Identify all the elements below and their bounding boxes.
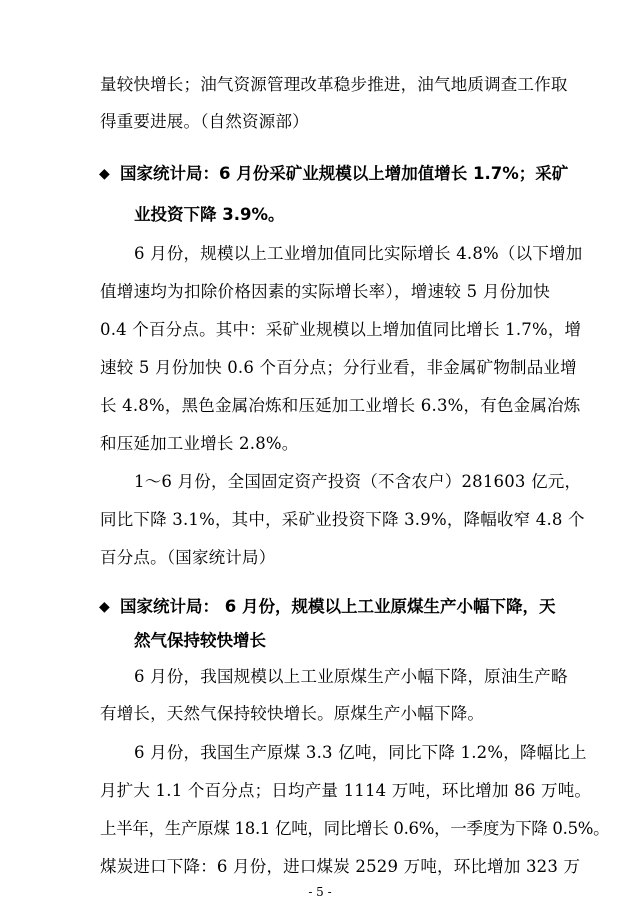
intro-line: 得重要进展。（自然资源部） [100, 112, 309, 131]
section2-para2-line: 煤炭进口下降：6 月份，进口煤炭 2529 万吨，环比增加 323 万 [100, 857, 581, 876]
section1-para1-line: 长 4.8%，黑色金属冶炼和压延加工业增长 6.3%，有色金属冶炼 [100, 396, 581, 415]
section1-title: 业投资下降 3.9%。 [134, 205, 285, 224]
section2-title: 国家统计局： 6 月份，规模以上工业原煤生产小幅下降，天 [120, 597, 556, 616]
section2-title: 然气保持较快增长 [134, 631, 266, 650]
section1-para1-line: 和压延加工业增长 2.8%。 [100, 434, 299, 453]
section2-para2-line: 月扩大 1.1 个百分点；日均产量 1114 万吨，环比增加 86 万吨。 [100, 781, 592, 800]
section2-para2-line: 上半年，生产原煤 18.1 亿吨，同比增长 0.6%，一季度为下降 0.5%。 [100, 819, 610, 838]
bullet-diamond-icon: ◆ [99, 599, 110, 615]
section1-para2-line: 同比下降 3.1%，其中，采矿业投资下降 3.9%，降幅收窄 4.8 个 [100, 510, 585, 529]
section1-para1-line: 值增速均为扣除价格因素的实际增长率），增速较 5 月份加快 [100, 282, 550, 301]
section1-para2-line: 百分点。（国家统计局） [100, 548, 276, 567]
section1-para2-line: 1～6 月份，全国固定资产投资（不含农户）281603 亿元， [134, 472, 582, 491]
bullet-diamond-icon: ◆ [99, 166, 110, 182]
intro-line: 量较快增长；油气资源管理改革稳步推进，油气地质调查工作取 [100, 75, 568, 94]
section1-para1-line: 0.4 个百分点。其中：采矿业规模以上增加值同比增长 1.7%，增 [100, 320, 582, 339]
section2-para2-line: 6 月份，我国生产原煤 3.3 亿吨，同比下降 1.2%，降幅比上 [134, 743, 587, 762]
section1-para1-line: 6 月份，规模以上工业增加值同比实际增长 4.8%（以下增加 [134, 244, 583, 263]
page-number: - 5 - [308, 885, 332, 899]
section2-para1-line: 6 月份，我国规模以上工业原煤生产小幅下降，原油生产略 [134, 667, 568, 686]
section1-title: 国家统计局：6 月份采矿业规模以上增加值增长 1.7%；采矿 [120, 164, 569, 183]
section2-para1-line: 有增长，天然气保持较快增长。原煤生产小幅下降。 [100, 704, 485, 723]
section1-para1-line: 速较 5 月份加快 0.6 个百分点；分行业看，非金属矿物制品业增 [100, 358, 577, 377]
